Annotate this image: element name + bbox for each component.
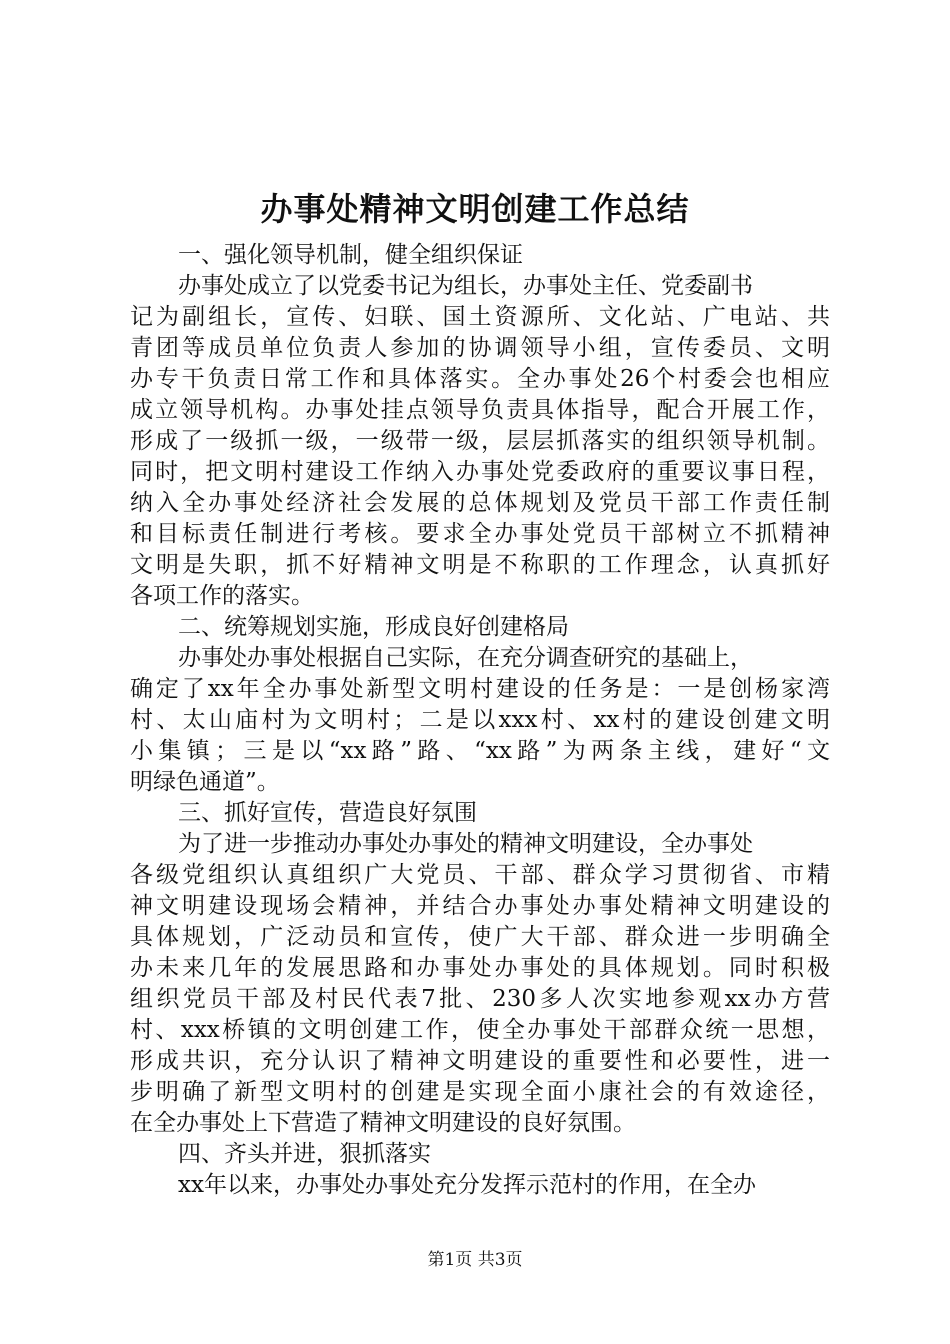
- document-body: [130, 240, 830, 1201]
- text-line: 神文明建设现场会精神，并结合办事处办事处精神文明建设的: [130, 893, 830, 919]
- text-line: 具体规划，广泛动员和宣传，使广大干部、群众进一步明确全: [130, 924, 830, 950]
- text-line: 办事处成立了以党委书记为组长，办事处主任、党委副书: [178, 273, 753, 299]
- text-line: 办未来几年的发展思路和办事处办事处的具体规划。同时积极: [130, 955, 830, 981]
- text-line: 村、太山庙村为文明村；二是以xxx村、xx村的建设创建文明: [130, 707, 830, 733]
- section-heading: 一、强化领导机制，健全组织保证: [178, 242, 523, 268]
- text-line: 办事处办事处根据自己实际，在充分调查研究的基础上，: [178, 645, 753, 671]
- section-heading: 二、统筹规划实施，形成良好创建格局: [178, 614, 569, 640]
- text-line: 组织党员干部及村民代表7批、230多人次实地参观xx办方营: [130, 986, 830, 1012]
- text-line: 青团等成员单位负责人参加的协调领导小组，宣传委员、文明: [130, 335, 830, 361]
- page-footer: 第1页 共3页: [427, 1250, 523, 1270]
- text-line: 和目标责任制进行考核。要求全办事处党员干部树立不抓精神: [130, 521, 830, 547]
- text-line: 明绿色通道”。: [130, 769, 280, 795]
- section-heading: 三、抓好宣传，营造良好氛围: [178, 800, 477, 826]
- text-line: 在全办事处上下营造了精神文明建设的良好氛围。: [130, 1110, 636, 1136]
- text-line: 各项工作的落实。: [130, 583, 314, 609]
- document-title: 办事处精神文明创建工作总结: [260, 190, 690, 228]
- text-line: 确定了xx年全办事处新型文明村建设的任务是：一是创杨家湾: [130, 676, 830, 702]
- text-line: xx年以来，办事处办事处充分发挥示范村的作用，在全办: [178, 1172, 756, 1198]
- text-line: 村、xxx桥镇的文明创建工作，使全办事处干部群众统一思想，: [130, 1017, 830, 1043]
- text-line: 各级党组织认真组织广大党员、干部、群众学习贯彻省、市精: [130, 862, 830, 888]
- text-line: 小集镇；三是以“xx路”路、“xx路”为两条主线，建好“文: [130, 738, 830, 764]
- text-line: 为了进一步推动办事处办事处的精神文明建设，全办事处: [178, 831, 753, 857]
- text-line: 办专干负责日常工作和具体落实。全办事处26个村委会也相应: [130, 366, 830, 392]
- section-heading: 四、齐头并进，狠抓落实: [178, 1141, 431, 1167]
- text-line: 文明是失职，抓不好精神文明是不称职的工作理念，认真抓好: [130, 552, 830, 578]
- text-line: 纳入全办事处经济社会发展的总体规划及党员干部工作责任制: [130, 490, 830, 516]
- text-line: 步明确了新型文明村的创建是实现全面小康社会的有效途径，: [130, 1079, 830, 1105]
- text-line: 形成了一级抓一级，一级带一级，层层抓落实的组织领导机制。: [130, 428, 830, 454]
- text-line: 形成共识，充分认识了精神文明建设的重要性和必要性，进一: [130, 1048, 830, 1074]
- text-line: 成立领导机构。办事处挂点领导负责具体指导，配合开展工作，: [130, 397, 830, 423]
- text-line: 同时，把文明村建设工作纳入办事处党委政府的重要议事日程，: [130, 459, 830, 485]
- text-line: 记为副组长，宣传、妇联、国土资源所、文化站、广电站、共: [130, 304, 830, 330]
